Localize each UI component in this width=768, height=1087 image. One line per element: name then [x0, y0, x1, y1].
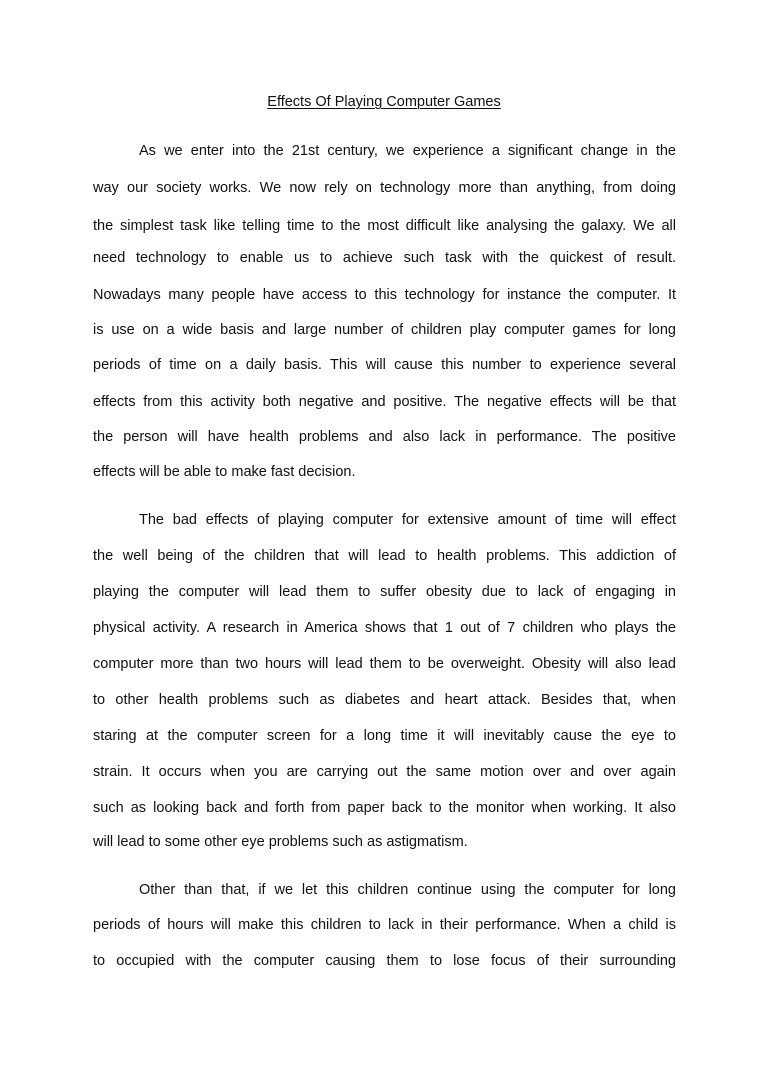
paragraph-2-line: physical activity. A research in America shows that 1 out of 7 children who plays the — [93, 620, 676, 636]
paragraph-2-line: will lead to some other eye problems such as astigmatism. — [93, 834, 468, 850]
paragraph-1-line: way our society works. We now rely on technology more than anything, from doing — [93, 180, 676, 196]
paragraph-1-line: periods of time on a daily basis. This will cause this number to experience several — [93, 357, 676, 373]
paragraph-1-line: effects from this activity both negative and positive. The negative effects will be that — [93, 394, 676, 410]
paragraph-1-line: Nowadays many people have access to this technology for instance the computer. It — [93, 287, 676, 303]
paragraph-2-line: staring at the computer screen for a long time it will inevitably cause the eye to — [93, 728, 676, 744]
page-title: Effects Of Playing Computer Games — [267, 94, 501, 110]
paragraph-2-line: playing the computer will lead them to suffer obesity due to lack of engaging in — [93, 584, 676, 600]
paragraph-1-line: the simplest task like telling time to the most difficult like analysing the galaxy. We all — [93, 218, 676, 234]
paragraph-3-line: periods of hours will make this children to lack in their performance. When a child is — [93, 917, 676, 933]
paragraph-2-line: such as looking back and forth from paper back to the monitor when working. It also — [93, 800, 676, 816]
paragraph-2-line: strain. It occurs when you are carrying out the same motion over and over again — [93, 764, 676, 780]
paragraph-1-line: As we enter into the 21st century, we experience a significant change in the — [139, 143, 676, 159]
paragraph-1-line: the person will have health problems and also lack in performance. The positive — [93, 429, 676, 445]
paragraph-2-line: computer more than two hours will lead them to be overweight. Obesity will also lead — [93, 656, 676, 672]
paragraph-1-line: effects will be able to make fast decision. — [93, 464, 356, 480]
paragraph-1-line: need technology to enable us to achieve such task with the quickest of result. — [93, 250, 676, 266]
paragraph-2-line: to other health problems such as diabetes and heart attack. Besides that, when — [93, 692, 676, 708]
paragraph-2-line: The bad effects of playing computer for extensive amount of time will effect — [139, 512, 676, 528]
paragraph-1-line: is use on a wide basis and large number of children play computer games for long — [93, 322, 676, 338]
paragraph-3-line: Other than that, if we let this children continue using the computer for long — [139, 882, 676, 898]
paragraph-2-line: the well being of the children that will lead to health problems. This addiction of — [93, 548, 676, 564]
paragraph-3-line: to occupied with the computer causing them to lose focus of their surrounding — [93, 953, 676, 969]
